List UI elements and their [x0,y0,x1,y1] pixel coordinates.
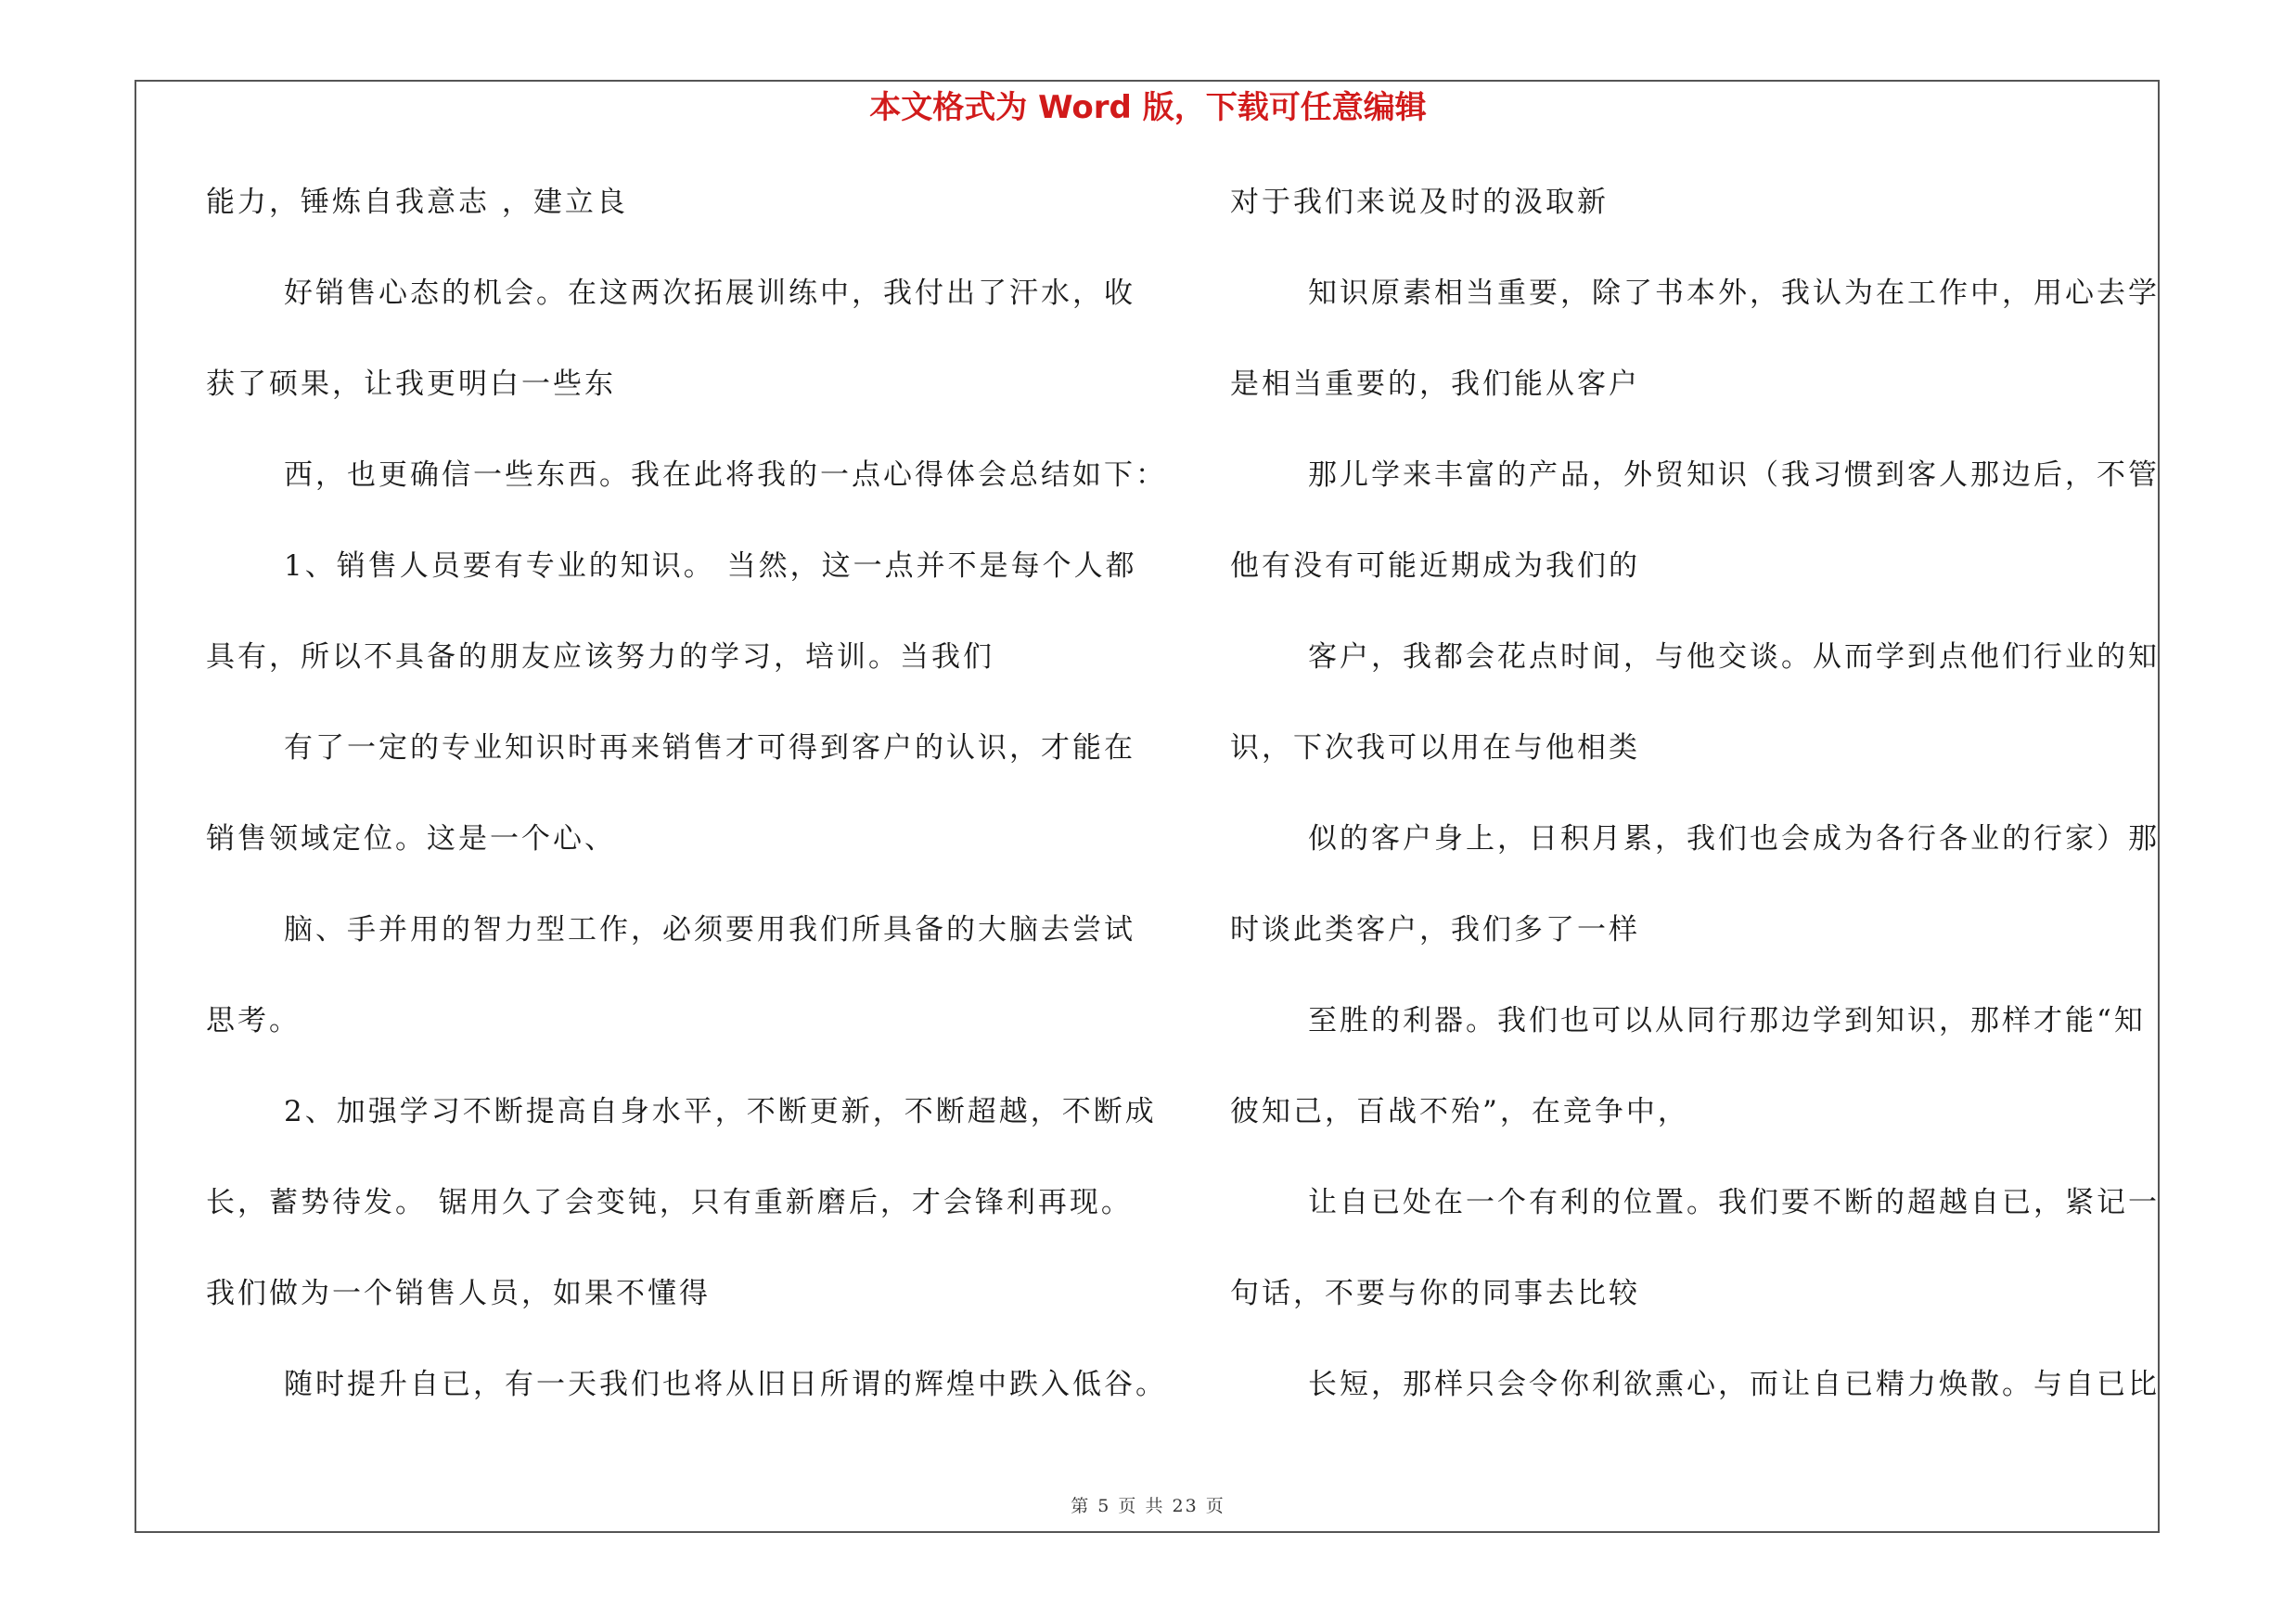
text-line: 西，也更确信一些东西。我在此将我的一点心得体会总结如下： [284,458,1167,492]
text-line: 销售领域定位。这是一个心、 [206,822,616,856]
text-line: 好销售心态的机会。在这两次拓展训练中，我付出了汗水，收 [284,277,1135,310]
text-line: 对于我们来说及时的汲取新 [1230,186,1609,219]
text-line: 识，下次我可以用在与他相类 [1230,731,1640,765]
page-number-footer: 第 5 页 共 23 页 [1071,1496,1225,1516]
text-line: 那儿学来丰富的产品，外贸知识（我习惯到客人那边后，不管 [1308,458,2160,492]
text-line: 长短，那样只会令你利欲熏心，而让自已精力焕散。与自已比 [1308,1368,2160,1401]
text-line: 我们做为一个销售人员，如果不懂得 [206,1277,711,1310]
text-line: 时谈此类客户，我们多了一样 [1230,913,1640,947]
text-line: 获了硕果，让我更明白一些东 [206,367,616,401]
text-line: 至胜的利器。我们也可以从同行那边学到知识，那样才能“知 [1308,1004,2146,1037]
text-line: 脑、手并用的智力型工作，必须要用我们所具备的大脑去尝试 [284,913,1135,947]
text-line: 他有没有可能近期成为我们的 [1230,549,1640,583]
text-line: 长，蓄势待发。 锯用久了会变钝，只有重新磨后，才会锋利再现。 [206,1186,1133,1219]
text-line: 让自已处在一个有利的位置。我们要不断的超越自已，紧记一 [1308,1186,2160,1219]
text-line: 能力，锤炼自我意志 ，建立良 [206,186,628,219]
text-line: 随时提升自已，有一天我们也将从旧日所谓的辉煌中跌入低谷。 [284,1368,1167,1401]
text-line: 彼知己，百战不殆”，在竞争中， [1230,1095,1689,1128]
text-line: 2、加强学习不断提高自身水平，不断更新，不断超越，不断成 [284,1095,1157,1128]
text-line: 是相当重要的，我们能从客户 [1230,367,1640,401]
text-line: 知识原素相当重要，除了书本外，我认为在工作中，用心去学 [1308,277,2160,310]
text-line: 思考。 [206,1004,301,1037]
text-line: 句话，不要与你的同事去比较 [1230,1277,1640,1310]
text-line: 似的客户身上，日积月累，我们也会成为各行各业的行家）那 [1308,822,2160,856]
text-line: 客户，我都会花点时间，与他交谈。从而学到点他们行业的知 [1308,640,2160,674]
text-line: 1、销售人员要有专业的知识。 当然，这一点并不是每个人都 [284,549,1137,583]
page-banner: 本文格式为 Word 版，下载可任意编辑 [869,89,1427,126]
text-line: 有了一定的专业知识时再来销售才可得到客户的认识，才能在 [284,731,1135,765]
text-line: 具有，所以不具备的朋友应该努力的学习，培训。当我们 [206,640,994,674]
